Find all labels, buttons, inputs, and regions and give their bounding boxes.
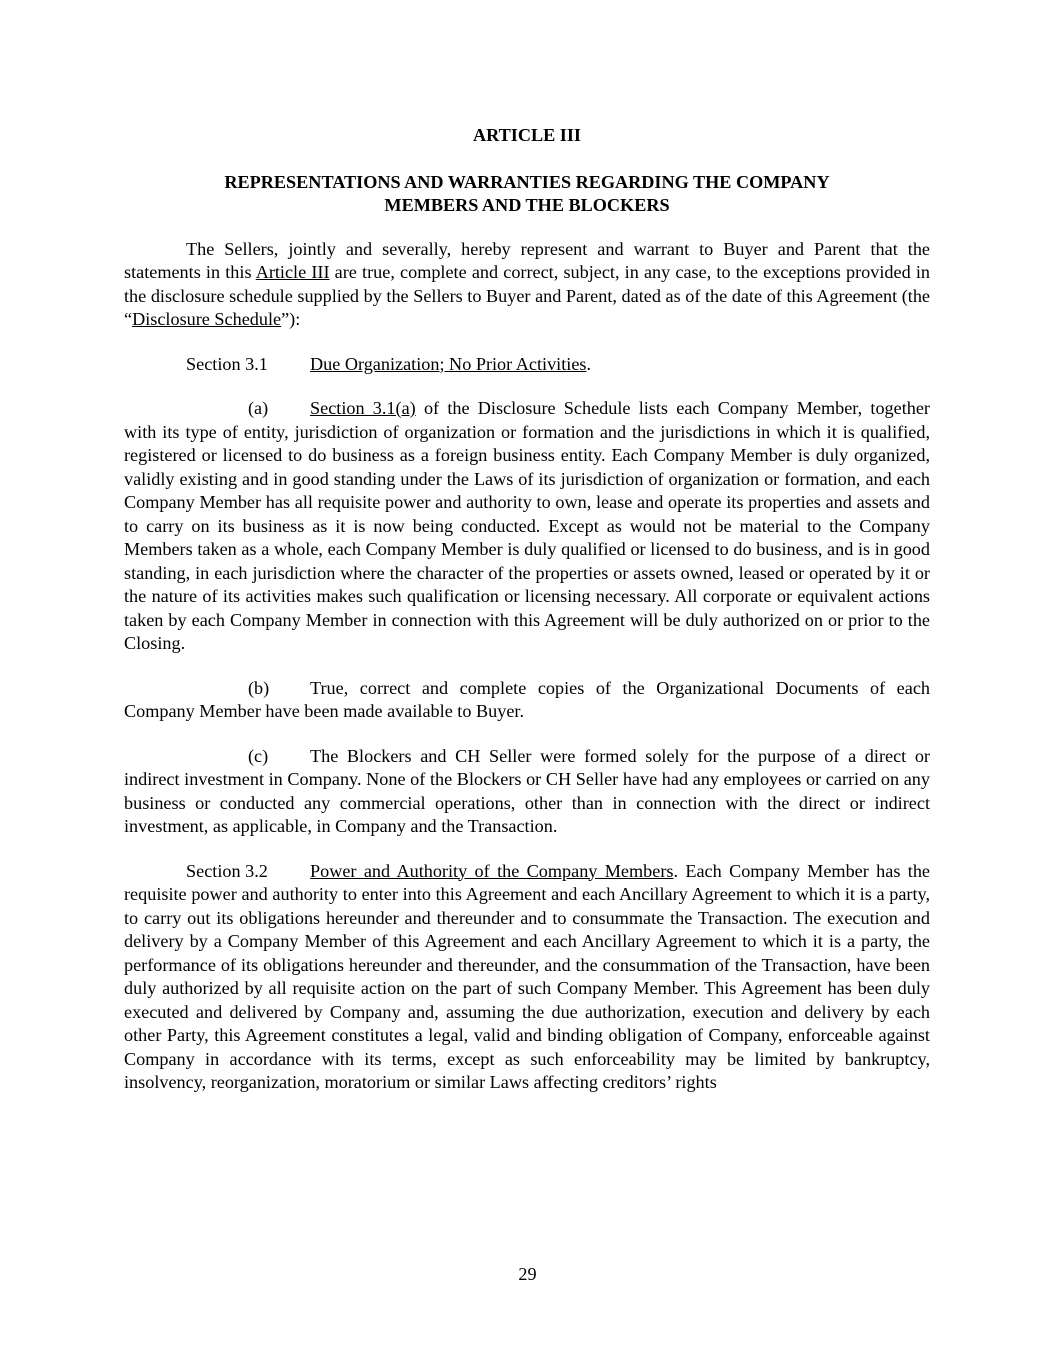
section-3-1-a-text: of the Disclosure Schedule lists each Company Member, together with its type of entity, jurisdiction of organization or formation and the jurisdictions in which it is qualified, registered or licensed to do business as a foreign business entity. Each Company Member is duly organized, validly existing and in good standing under the Laws of its jurisdiction of organization or formation, and each Company Member has all requisite power and authority to own, lease and operate its properties and assets and to carry on its business as it is now being conducted. Except as would not be material to the Company Members taken as a whole, each Company Member is duly qualified or licensed to do business, and is in good standing, in each jurisdiction where the character of the properties or assets owned, leased or operated by it or the nature of its activities makes such qualification or licensing necessary. All corporate or equivalent actions taken by each Company Member in connection with this Agreement will be duly authorized on or prior to the Closing.	[124, 398, 930, 653]
section-3-1-a-paragraph	[124, 397, 930, 656]
section-3-2-title: Power and Authority of the Company Members	[310, 860, 674, 881]
section-3-1-title: Due Organization; No Prior Activities	[310, 353, 587, 374]
intro-text-1: The Sellers, jointly and severally, hereby represent and warrant to Buyer and Parent that the statements in this	[124, 238, 930, 282]
article-subtitle	[124, 171, 930, 218]
page-number: 29	[518, 1264, 537, 1284]
disclosure-schedule-term: Disclosure Schedule	[132, 309, 282, 329]
section-3-1-a-label: (a)	[248, 398, 269, 418]
section-3-1-b-text: True, correct and complete copies of the Organizational Documents of each Company Member have been made available to Buyer.	[124, 677, 930, 721]
article-subtitle-line-2: MEMBERS AND THE BLOCKERS	[384, 195, 670, 215]
section-3-1-number: Section 3.1	[186, 353, 268, 374]
article-subtitle-line-1: REPRESENTATIONS AND WARRANTIES REGARDING THE COMPANY	[224, 171, 830, 192]
article-reference: Article III	[255, 262, 330, 282]
document-page	[124, 124, 930, 1095]
section-3-1-a-reference: Section 3.1(a)	[310, 398, 416, 418]
section-3-1-b-paragraph	[124, 677, 930, 724]
intro-text-3: ”):	[281, 309, 301, 329]
section-3-2-text: . Each Company Member has the requisite power and authority to enter into this Agreement and each Ancillary Agreement to which it is a party, to carry out its obligations hereunder and thereunder and to consummate the Transaction. The execution and delivery by a Company Member of this Agreement and each Ancillary Agreement to which it is a party, the performance of its obligations hereunder and thereunder, and the consummation of the Transaction, have been duly authorized by all requisite action on the part of such Company Member. This Agreement has been duly executed and delivered by Company and, assuming the due authorization, execution and delivery by each other Party, this Agreement constitutes a legal, valid and binding obligation of Company, enforceable against Company in accordance with its terms, except as such enforceability may be limited by bankruptcy, insolvency, reorganization, moratorium or similar Laws affecting creditors’ rights	[124, 860, 930, 1092]
section-3-1-c-paragraph	[124, 745, 930, 839]
article-title: ARTICLE III	[472, 125, 581, 145]
section-3-2-number: Section 3.2	[186, 860, 268, 881]
intro-paragraph	[124, 238, 930, 332]
section-3-1-title-end: .	[586, 353, 592, 374]
intro-text-2: are true, complete and correct, subject, in any case, to the exceptions provided in the disclosure schedule supplied by the Sellers to Buyer and Parent, dated as of the date of this Agreement (the “	[124, 262, 930, 329]
section-3-1-c-text: The Blockers and CH Seller were formed solely for the purpose of a direct or indirect investment in Company. None of the Blockers or CH Seller have had any employees or carried on any business or conducted any commercial operations, other than in connection with the direct or indirect investment, as applicable, in Company and the Transaction.	[124, 745, 930, 836]
section-3-1-c-label: (c)	[248, 745, 269, 766]
section-3-1-b-label: (b)	[248, 677, 270, 698]
section-3-2-paragraph	[124, 860, 930, 1095]
section-3-1-heading	[124, 353, 930, 377]
